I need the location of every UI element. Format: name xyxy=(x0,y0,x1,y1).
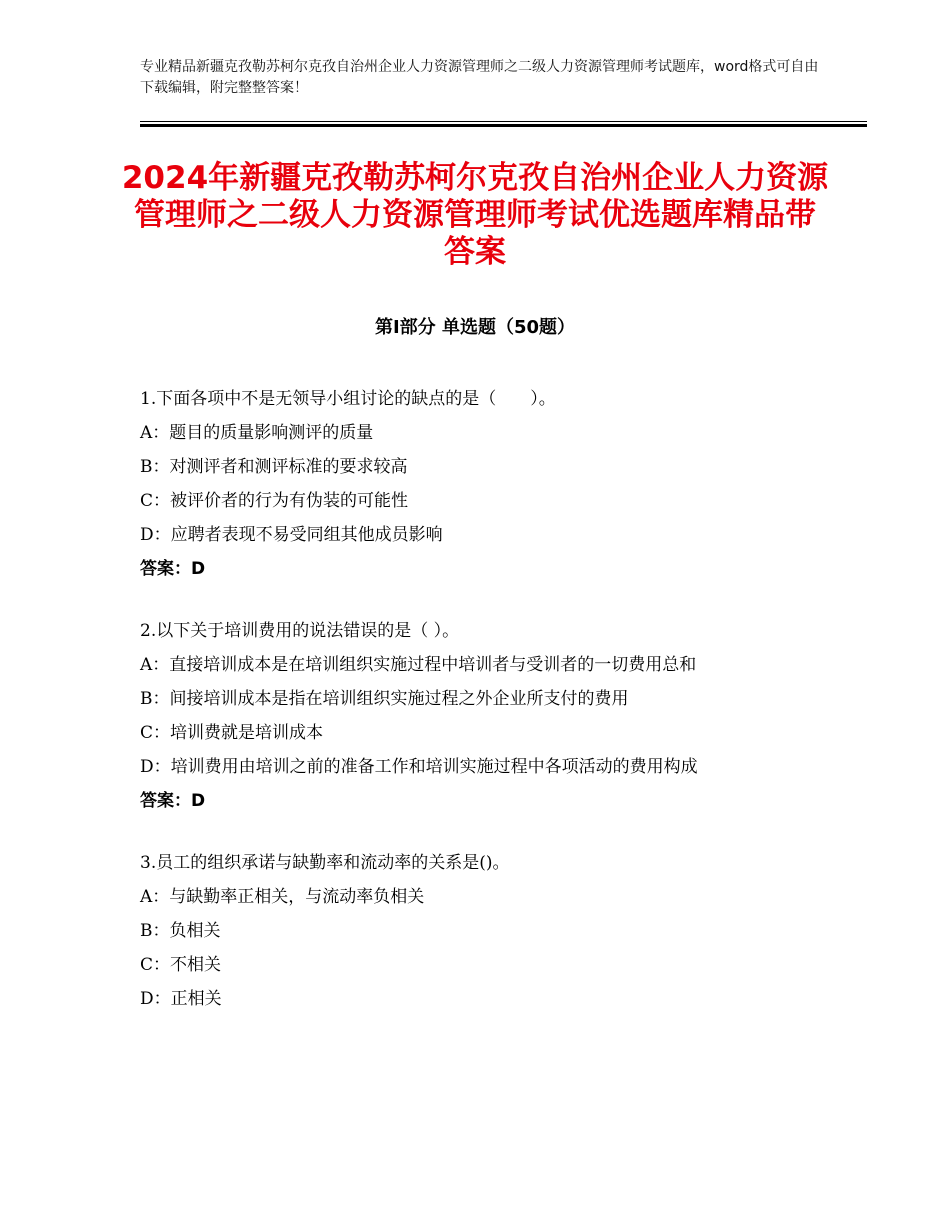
option-d: D：正相关 xyxy=(140,989,222,1009)
header-rule-thin xyxy=(140,121,867,122)
answer: 答案：D xyxy=(140,791,206,811)
option-b: B：间接培训成本是指在培训组织实施过程之外企业所支付的费用 xyxy=(140,689,629,709)
option-b: B：对测评者和测评标准的要求较高 xyxy=(140,457,408,477)
question-2 xyxy=(140,614,820,818)
question-list xyxy=(140,382,820,1044)
question-stem: 3.员工的组织承诺与缺勤率和流动率的关系是()。 xyxy=(140,853,510,873)
question-stem: 1.下面各项中不是无领导小组讨论的缺点的是（ ）。 xyxy=(140,389,556,409)
header-note: 专业精品新疆克孜勒苏柯尔克孜自治州企业人力资源管理师之二级人力资源管理师考试题库，word格式可自由下载编辑，附完整整答案！ xyxy=(140,59,819,96)
option-b: B：负相关 xyxy=(140,921,221,941)
option-c: C：培训费就是培训成本 xyxy=(140,723,324,743)
question-1 xyxy=(140,382,820,586)
option-d: D：应聘者表现不易受同组其他成员影响 xyxy=(140,525,443,545)
header-rule-thick xyxy=(140,124,867,127)
document-title: 2024年新疆克孜勒苏柯尔克孜自治州企业人力资源管理师之二级人力资源管理师考试优选题库精品带答案 xyxy=(121,160,829,270)
question-3 xyxy=(140,846,820,1016)
option-a: A：题目的质量影响测评的质量 xyxy=(140,423,374,443)
question-stem: 2.以下关于培训费用的说法错误的是（ ）。 xyxy=(140,621,460,641)
option-d: D：培训费用由培训之前的准备工作和培训实施过程中各项活动的费用构成 xyxy=(140,757,698,777)
option-a: A：直接培训成本是在培训组织实施过程中培训者与受训者的一切费用总和 xyxy=(140,655,697,675)
option-c: C：被评价者的行为有伪装的可能性 xyxy=(140,491,409,511)
option-a: A：与缺勤率正相关，与流动率负相关 xyxy=(140,887,425,907)
answer: 答案：D xyxy=(140,559,206,579)
section-heading: 第Ⅰ部分 单选题（50题） xyxy=(374,317,575,338)
option-c: C：不相关 xyxy=(140,955,222,975)
